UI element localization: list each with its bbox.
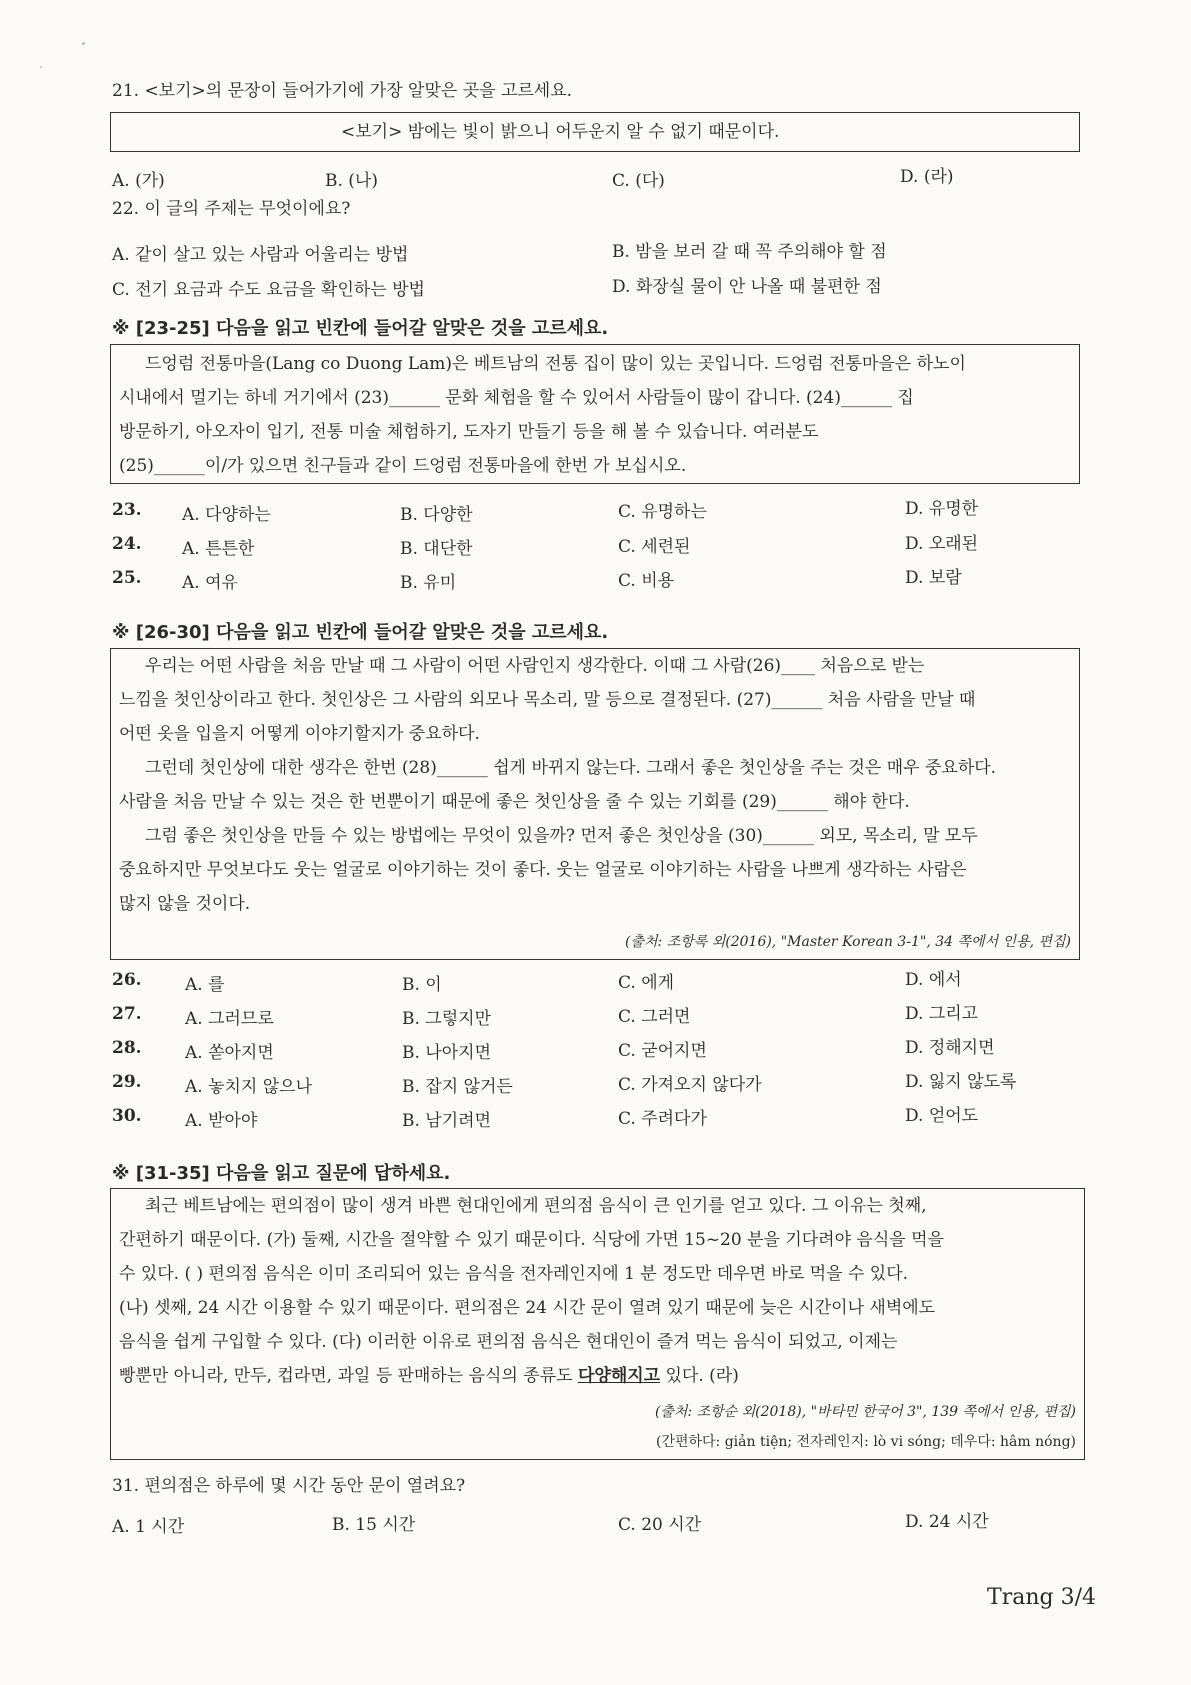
underlined-word: 다양해지고	[577, 1366, 661, 1386]
q26-option-c[interactable]: C. 에게	[618, 973, 675, 993]
q23-option-b[interactable]: B. 다양한	[400, 505, 473, 525]
q25-option-d[interactable]: D. 보람	[905, 568, 962, 588]
passage-23-25-box	[110, 344, 1080, 484]
q30-number: 30.	[112, 1106, 142, 1126]
q24-option-d[interactable]: D. 오래된	[905, 534, 979, 554]
passage-26-line-1: 우리는 어떤 사람을 처음 만날 때 그 사람이 어떤 사람인지 생각한다. 이때 그 사람(26)____ 처음으로 받는	[145, 656, 925, 676]
q27-option-b[interactable]: B. 그렇지만	[402, 1009, 491, 1029]
q26-option-a[interactable]: A. 를	[185, 975, 225, 995]
q21-example-box	[110, 112, 1080, 152]
passage-26-line-7: 중요하지만 무엇보다도 웃는 얼굴로 이야기하는 것이 좋다. 웃는 얼굴로 이야기하는 사람을 나쁘게 생각하는 사람은	[119, 860, 967, 880]
q21-option-c[interactable]: C. (다)	[612, 171, 665, 191]
passage-31-source: (출처: 조항순 외(2018), "바타민 한국어 3", 139 쪽에서 인용, 편집)	[654, 1404, 1076, 1420]
q25-option-c[interactable]: C. 비용	[618, 571, 675, 591]
q28-option-a[interactable]: A. 쏟아지면	[185, 1043, 274, 1063]
passage-31-line-4: (나) 셋째, 24 시간 이용할 수 있기 때문이다. 편의점은 24 시간 문이 열려 있기 때문에 늦은 시간이나 새벽에도	[119, 1298, 936, 1318]
q28-option-c[interactable]: C. 굳어지면	[618, 1041, 707, 1061]
passage-23-line-4: (25)______이/가 있으면 친구들과 같이 드엉럼 전통마을에 한번 가 보십시오.	[119, 456, 687, 476]
q21-option-b[interactable]: B. (나)	[325, 171, 378, 191]
q25-number: 25.	[112, 568, 142, 588]
passage-26-source: (출처: 조항록 외(2016), "Master Korean 3-1", 34 쪽에서 인용, 편집)	[625, 934, 1071, 950]
q21-example-text: <보기> 밤에는 빛이 밝으니 어두운지 알 수 없기 때문이다.	[341, 122, 780, 142]
q23-option-c[interactable]: C. 유명하는	[618, 502, 707, 522]
q30-option-b[interactable]: B. 남기려면	[402, 1111, 491, 1131]
q24-option-c[interactable]: C. 세련된	[618, 537, 691, 557]
q28-option-d[interactable]: D. 정해지면	[905, 1038, 995, 1058]
section-31-35-header: ※ [31-35] 다음을 읽고 질문에 답하세요.	[112, 1163, 451, 1184]
passage-31-line-5: 음식을 쉽게 구입할 수 있다. (다) 이러한 이유로 편의점 음식은 현대인이 즐겨 먹는 음식이 되었고, 이제는	[119, 1332, 898, 1352]
q27-option-d[interactable]: D. 그리고	[905, 1004, 979, 1024]
passage-26-line-3: 어떤 옷을 입을지 어떻게 이야기할지가 중요하다.	[119, 724, 480, 744]
passage-31-line-1: 최근 베트남에는 편의점이 많이 생겨 바쁜 현대인에게 편의점 음식이 큰 인기를 얻고 있다. 그 이유는 첫째,	[145, 1196, 927, 1216]
q31-option-a[interactable]: A. 1 시간	[112, 1517, 185, 1537]
q29-option-a[interactable]: A. 놓치지 않으나	[185, 1077, 313, 1097]
q24-number: 24.	[112, 534, 142, 554]
q29-number: 29.	[112, 1072, 142, 1092]
passage-26-line-4: 그런데 첫인상에 대한 생각은 한번 (28)______ 쉽게 바뀌지 않는다. 그래서 좋은 첫인상을 주는 것은 매우 중요하다.	[145, 758, 997, 778]
q30-option-c[interactable]: C. 주려다가	[618, 1109, 707, 1129]
q21-question: 21. <보기>의 문장이 들어가기에 가장 알맞은 곳을 고르세요.	[112, 81, 573, 101]
page-number: Trang 3/4	[987, 1585, 1096, 1610]
scan-speck	[82, 42, 85, 45]
q21-option-d[interactable]: D. (라)	[900, 167, 954, 187]
q24-option-a[interactable]: A. 튼튼한	[182, 539, 255, 559]
q29-option-c[interactable]: C. 가져오지 않다가	[618, 1075, 762, 1095]
passage-31-line-6: 빵뿐만 아니라, 만두, 컵라면, 과일 등 판매하는 음식의 종류도 다양해지고 있다. (라)	[119, 1366, 739, 1386]
scan-speck	[40, 66, 42, 68]
q21-option-a[interactable]: A. (가)	[112, 171, 165, 191]
passage-26-30-box	[110, 648, 1080, 960]
q31-option-b[interactable]: B. 15 시간	[332, 1515, 416, 1535]
q29-option-b[interactable]: B. 잡지 않거든	[402, 1077, 513, 1097]
q26-number: 26.	[112, 970, 142, 990]
q26-option-b[interactable]: B. 이	[402, 975, 442, 995]
q27-option-a[interactable]: A. 그러므로	[185, 1009, 274, 1029]
q27-option-c[interactable]: C. 그러면	[618, 1007, 691, 1027]
passage-26-line-5: 사람을 처음 만날 수 있는 것은 한 번뿐이기 때문에 좋은 첫인상을 줄 수 있는 기회를 (29)______ 해야 한다.	[119, 792, 910, 812]
q31-option-d[interactable]: D. 24 시간	[905, 1512, 989, 1532]
section-26-30-header: ※ [26-30] 다음을 읽고 빈칸에 들어갈 알맞은 것을 고르세요.	[112, 622, 609, 643]
q28-number: 28.	[112, 1038, 142, 1058]
passage-31-35-box	[110, 1188, 1085, 1460]
q24-option-b[interactable]: B. 대단한	[400, 539, 473, 559]
q29-option-d[interactable]: D. 잃지 않도록	[905, 1072, 1017, 1092]
passage-23-line-2: 시내에서 멀기는 하네 거기에서 (23)______ 문화 체험을 할 수 있어서 사람들이 많이 갑니다. (24)______ 집	[119, 388, 914, 408]
q23-number: 23.	[112, 500, 142, 520]
q22-question: 22. 이 글의 주제는 무엇이에요?	[112, 199, 351, 219]
q22-option-c[interactable]: C. 전기 요금과 수도 요금을 확인하는 방법	[112, 280, 425, 300]
q22-option-b[interactable]: B. 밤을 보러 갈 때 꼭 주의해야 할 점	[612, 242, 887, 262]
q25-option-a[interactable]: A. 여유	[182, 573, 238, 593]
q25-option-b[interactable]: B. 유미	[400, 573, 457, 593]
passage-31-line-3: 수 있다. ( ) 편의점 음식은 이미 조리되어 있는 음식을 전자레인지에 1 분 정도만 데우면 바로 먹을 수 있다.	[119, 1264, 909, 1284]
q30-option-a[interactable]: A. 받아야	[185, 1111, 258, 1131]
passage-26-line-6: 그럼 좋은 첫인상을 만들 수 있는 방법에는 무엇이 있을까? 먼저 좋은 첫인상을 (30)______ 외모, 목소리, 말 모두	[145, 826, 978, 846]
q28-option-b[interactable]: B. 나아지면	[402, 1043, 491, 1063]
q22-option-a[interactable]: A. 같이 살고 있는 사람과 어울리는 방법	[112, 245, 409, 265]
passage-23-line-3: 방문하기, 아오자이 입기, 전통 미술 체험하기, 도자기 만들기 등을 해 볼 수 있습니다. 여러분도	[119, 422, 819, 442]
q23-option-d[interactable]: D. 유명한	[905, 499, 979, 519]
q23-option-a[interactable]: A. 다양하는	[182, 505, 271, 525]
passage-23-line-1: 드엉럼 전통마을(Lang co Duong Lam)은 베트남의 전통 집이 많이 있는 곳입니다. 드엉럼 전통마을은 하노이	[145, 354, 966, 374]
passage-26-line-8: 많지 않을 것이다.	[119, 894, 251, 914]
passage-31-line-2: 간편하기 때문이다. (가) 둘째, 시간을 절약할 수 있기 때문이다. 식당에 가면 15~20 분을 기다려야 음식을 먹을	[119, 1230, 944, 1250]
q27-number: 27.	[112, 1004, 142, 1024]
q30-option-d[interactable]: D. 얻어도	[905, 1106, 979, 1126]
q22-option-d[interactable]: D. 화장실 물이 안 나올 때 불편한 점	[612, 277, 882, 297]
section-23-25-header: ※ [23-25] 다음을 읽고 빈칸에 들어갈 알맞은 것을 고르세요.	[112, 318, 609, 339]
q26-option-d[interactable]: D. 에서	[905, 970, 962, 990]
passage-31-gloss: (간편하다: giản tiện; 전자레인지: lò vi sóng; 데우다: hâm nóng)	[655, 1434, 1076, 1450]
passage-26-line-2: 느낌을 첫인상이라고 한다. 첫인상은 그 사람의 외모나 목소리, 말 등으로 결정된다. (27)______ 처음 사람을 만날 때	[119, 690, 976, 710]
q31-question: 31. 편의점은 하루에 몇 시간 동안 문이 열려요?	[112, 1476, 466, 1496]
q31-option-c[interactable]: C. 20 시간	[618, 1515, 702, 1535]
